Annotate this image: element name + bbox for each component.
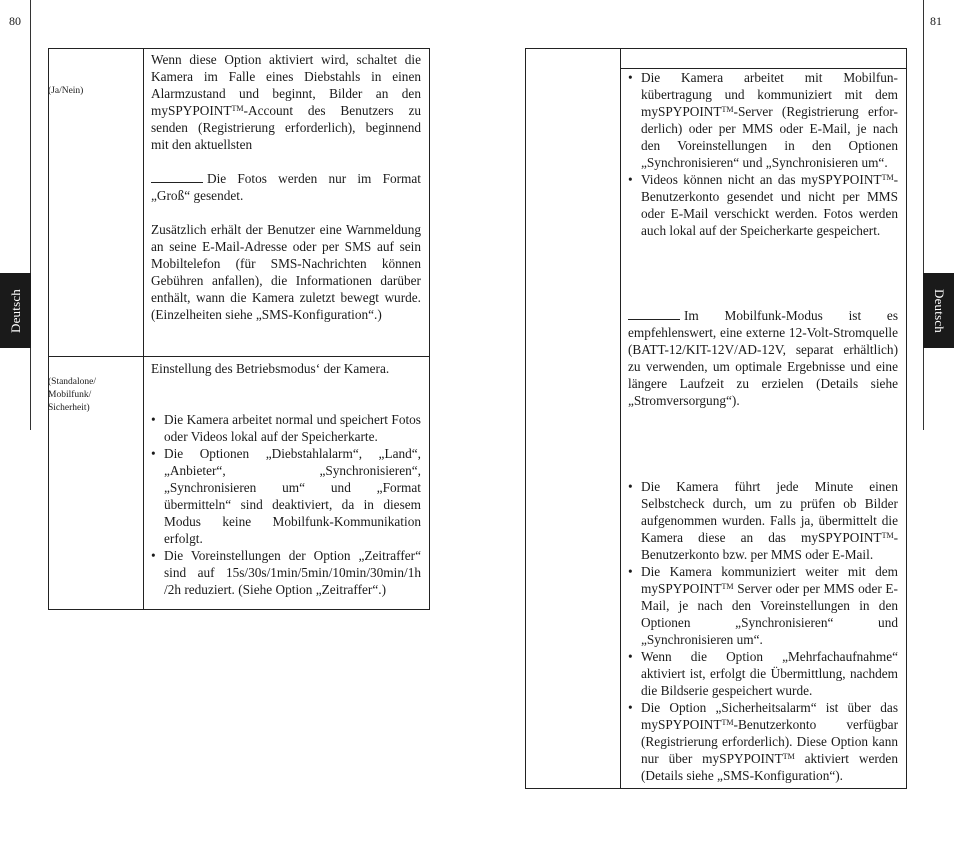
security-mode-bullet: • Wenn die Option „Mehrfachaufnahme“ aktiviert ist, erfolgt die Übermittlung, nachdem die Bildserie gespeichert wurde. bbox=[628, 648, 898, 699]
left-table-row-divider bbox=[48, 356, 430, 357]
gutter-line-right bbox=[923, 0, 924, 430]
blank-line bbox=[628, 310, 680, 320]
language-tab-left: Deutsch bbox=[0, 273, 31, 348]
security-mode-bullet: • Die Kamera kommuniziert weiter mit dem mySPYPOINT™ Server oder per MMS oder E-Mail, je nach den Voreinstellungen in den Optionen „Synchronisieren“ und „Synchronisieren um“. bbox=[628, 563, 898, 648]
mode-bullet: • Die Voreinstellungen der Option „Zeitraffer“ sind auf 15s/30s/1min/5min/10min/30min/1h /2h reduziert. (Siehe Option „Zeitraffer“.) bbox=[151, 547, 421, 598]
mobile-mode-bullet: • Die Kamera arbeitet mit Mobilfun-kübertragung und kommuniziert mit dem mySPYPOINT™-Server (Registrierung erfor-derlich) oder per MMS oder E-Mail, je nach den Voreinstellungen in den Optionen „Synchronisieren“ und „Synchronisieren um“. bbox=[628, 69, 898, 171]
mode-description: Einstellung des Betriebsmodus‘ der Kamera. • Die Kamera arbeitet normal und speichert Fotos oder Videos lokal auf der Speicherkarte. • Die Optionen „Diebstahlalarm“, „Land“, „Anbieter“, „Synchronisieren“, „Synchronisieren um“ und „Format übermitteln“ sind deaktiviert, da in diesem Modus keine Mobilfunk-Kommunikation erfolgt. • Die Voreinstellungen der Option „Zeitraffer“ sind auf 15s/30s/1min/5min/10min/30min/1h /2h reduziert. (Siehe Option „Zeitraffer“.) bbox=[151, 360, 421, 598]
security-mode-bullets bbox=[628, 478, 898, 784]
mobile-mode-bullets bbox=[628, 69, 898, 239]
mode-option-label: (Standalone/ Mobilfunk/ Sicherheit) bbox=[48, 377, 97, 413]
mobile-mode-note: Im Mobilfunk-Modus ist es empfehlenswert, eine externe 12-Volt-Stromquelle (BATT-12/KIT-12V/AD-12V, separat erhältlich) zu verwenden, um optimale Ergebnisse und eine längere Laufzeit zu erzielen (Details siehe „Stromversorgung“). bbox=[628, 308, 898, 408]
theft-alarm-description: Wenn diese Option aktiviert wird, schaltet die Kamera im Falle eines Diebstahls in einen Alarmzustand und beginnt, Bilder an den mySPYPOINT™-Account des Benutzers zu senden (Registrierung erforderlich), beginnend mit den aktuellsten Die Fotos werden nur im Format „Groß“ gesendet. Zusätzlich erhält der Benutzer eine Warnmeldung an seine E-Mail-Adresse oder per SMS auf sein Mobiltelefon (für SMS-Nachrichten können Gebühren anfallen), die Informationen darüber enthält, wann die Kamera zuletzt bewegt wurde. (Einzelheiten siehe „SMS-Konfiguration“.) bbox=[151, 52, 421, 322]
blank-line bbox=[151, 173, 203, 183]
mobile-mode-bullet: • Videos können nicht an das mySPYPOINT™-Benutzerkonto gesendet und nicht per MMS oder E-Mail verschickt werden. Fotos werden auch lokal auf der Speicherkarte gespeichert. bbox=[628, 171, 898, 239]
theft-alarm-option-label: (Ja/Nein) bbox=[48, 86, 84, 96]
gutter-line-left bbox=[30, 0, 31, 430]
right-table-column-divider bbox=[620, 48, 621, 789]
page-number-right: 81 bbox=[930, 14, 942, 28]
mode-bullet: • Die Kamera arbeitet normal und speichert Fotos oder Videos lokal auf der Speicherkarte. bbox=[151, 411, 421, 445]
page-number-left: 80 bbox=[9, 14, 21, 28]
security-mode-bullet: • Die Option „Sicherheitsalarm“ ist über das mySPYPOINT™-Benutzerkonto verfügbar (Registrierung erforderlich). Diese Option kann nur über mySPYPOINT™ aktiviert werden (Details siehe „SMS-Konfiguration“). bbox=[628, 699, 898, 784]
security-mode-bullet: • Die Kamera führt jede Minute einen Selbstcheck durch, um zu prüfen ob Bilder aufgenommen wurden. Falls ja, übermittelt die Kamera diese an das mySPYPOINT™-Benutzerkonto bzw. per MMS oder E-Mail. bbox=[628, 478, 898, 563]
language-tab-right: Deutsch bbox=[923, 273, 954, 348]
left-table-column-divider bbox=[143, 48, 144, 610]
mode-bullet: • Die Optionen „Diebstahlalarm“, „Land“, „Anbieter“, „Synchronisieren“, „Synchronisieren um“ und „Format übermitteln“ sind deaktiviert, da in diesem Modus keine Mobilfunk-Kommunikation erfolgt. bbox=[151, 445, 421, 547]
